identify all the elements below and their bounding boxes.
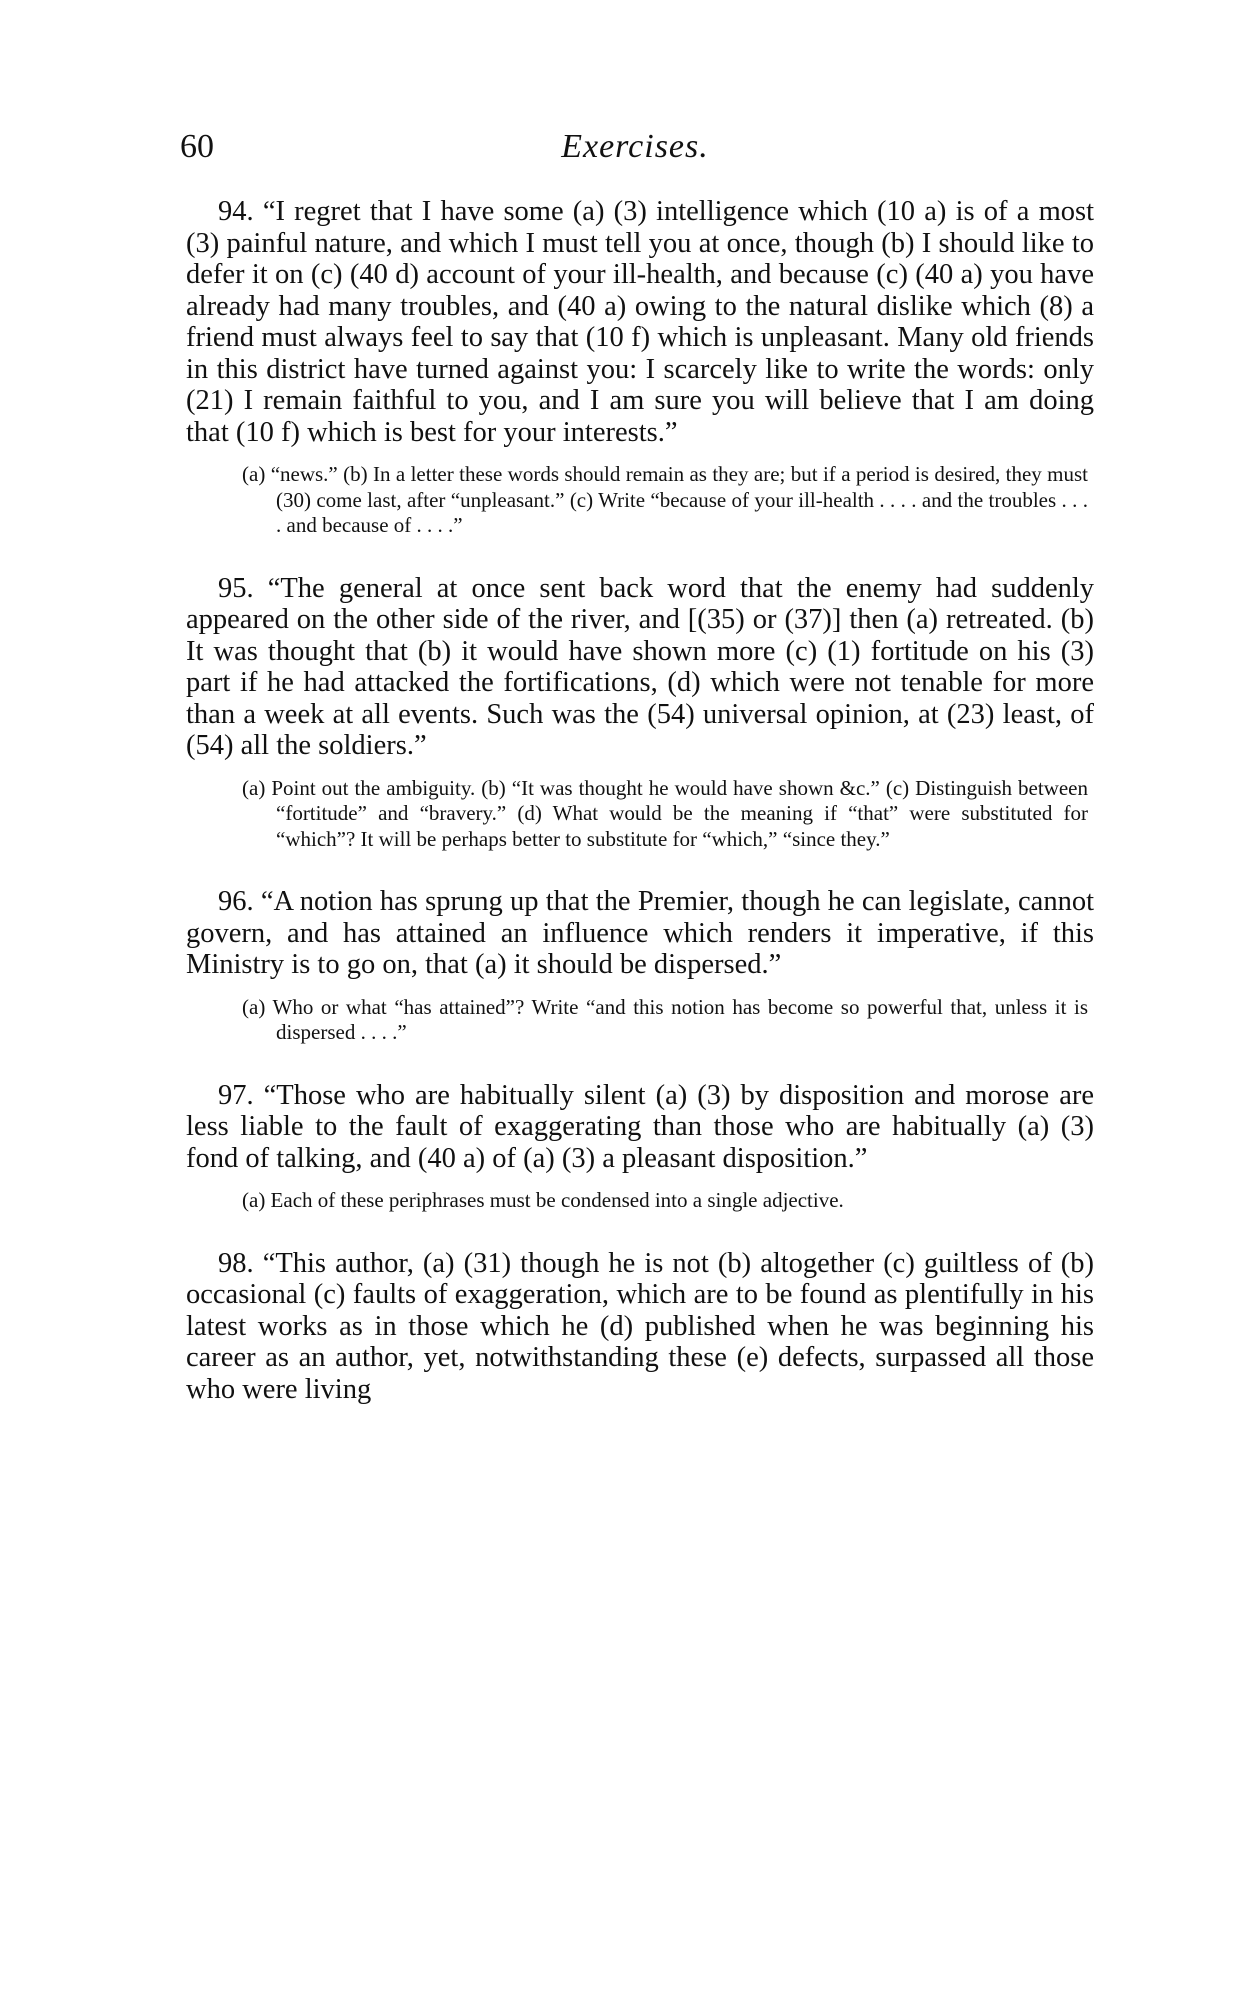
exercise-body: “This author, (a) (31) though he is not (b) altogether (c) guiltless of (b) occasional (c) faults of exaggeration, which are to be found as plentifully in his latest works as in those which he (d) published when he was beginning his career as an author, yet, notwithstanding these (e) defects, surpassed all those who were living	[186, 1247, 1094, 1405]
page-header	[180, 128, 1090, 168]
exercise-number: 96.	[218, 886, 254, 917]
exercise-text	[186, 1248, 1094, 1406]
exercise-note: (a) “news.” (b) In a letter these words should remain as they are; but if a period is desired, they must (30) come last, after “unpleasant.” (c) Write “because of your ill-health . . . . and the troubles . . . . and because of . . . .”	[242, 462, 1088, 537]
exercise-number: 94.	[218, 196, 254, 227]
exercise-98	[186, 1248, 1094, 1406]
exercise-note: (a) Point out the ambiguity. (b) “It was thought he would have shown &c.” (c) Distinguish between “fortitude” and “bravery.” (d) What would be the meaning if “that” were substituted for “which”? It will be perhaps better to substitute for “which,” “since they.”	[242, 775, 1088, 851]
exercise-95	[186, 573, 1094, 853]
exercise-text	[186, 886, 1094, 981]
exercise-note: (a) Each of these periphrases must be condensed into a single adjective.	[242, 1188, 844, 1212]
exercise-97	[186, 1080, 1094, 1214]
exercise-number: 95.	[218, 572, 254, 604]
exercise-body: “Those who are habitually silent (a) (3) by disposition and morose are less liable to the fault of exaggerating than those who are habitually (a) (3) fond of talking, and (40 a) of (a) (3) a pleasant disposition.”	[186, 1079, 1094, 1174]
exercise-text	[186, 1080, 1094, 1175]
exercise-96	[186, 886, 1094, 1046]
exercise-94	[186, 196, 1094, 539]
exercise-body: “I regret that I have some (a) (3) intelligence which (10 a) is of a most (3) painful nature, and which I must tell you at once, though (b) I should like to defer it on (c) (40 d) account of your ill-health, and because (c) (40 a) you have already had many troubles, and (40 a) owing to the natural dislike which (8) a friend must always feel to say that (10 f) which is unpleasant. Many old friends in this district have turned against you: I scarcely like to write the words: only (21) I remain faithful to you, and I am sure you will believe that I am doing that (10 f) which is best for your interests.”	[186, 196, 1095, 448]
exercise-text	[186, 196, 1094, 448]
running-title: Exercises.	[561, 128, 709, 165]
exercise-body: “A notion has sprung up that the Premier, though he can legislate, cannot govern, and has attained an influence which renders it imperative, if this Ministry is to go on, that (a) it should be dispersed.”	[186, 886, 1095, 980]
page-number: 60	[180, 128, 214, 165]
page-body	[186, 196, 1094, 1405]
exercise-note: (a) Who or what “has attained”? Write “and this notion has become so powerful that, unless it is dispersed . . . .”	[242, 994, 1088, 1044]
exercise-body: “The general at once sent back word that the enemy had suddenly appeared on the other side of the river, and [(35) or (37)] then (a) retreated. (b) It was thought that (b) it would have shown more (c) (1) fortitude on his (3) part if he had attacked the fortifications, (d) which were not tenable for more than a week at all events. Such was the (54) universal opinion, at (23) least, of (54) all the soldiers.”	[186, 572, 1095, 761]
exercise-text	[186, 573, 1094, 762]
exercise-number: 97.	[218, 1079, 254, 1111]
exercise-number: 98.	[218, 1247, 254, 1279]
